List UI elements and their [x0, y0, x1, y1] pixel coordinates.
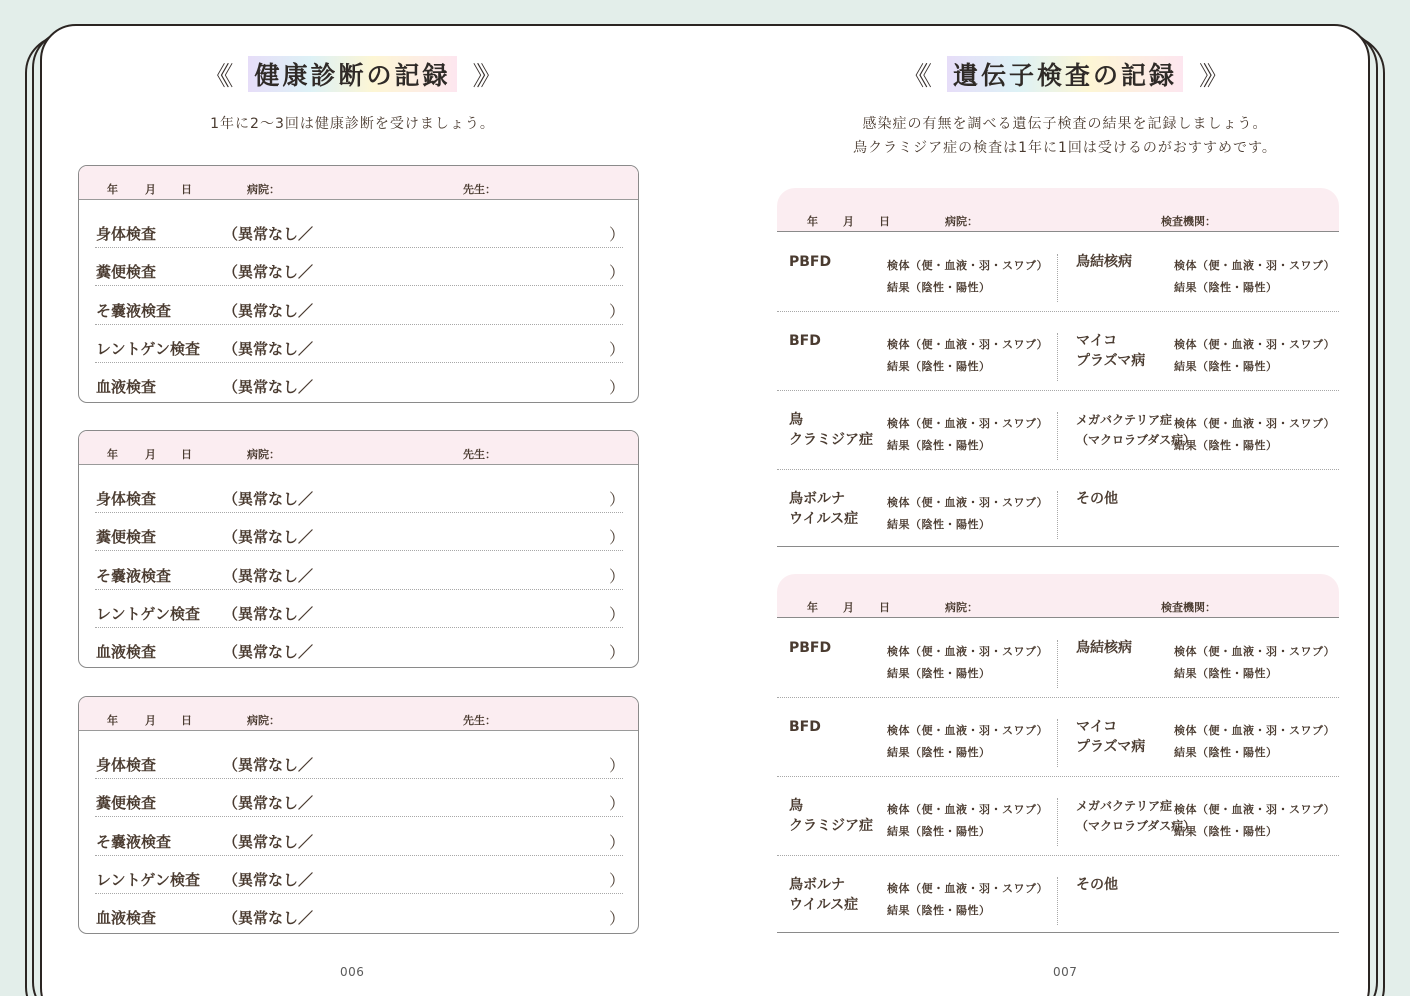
- result-options[interactable]: 結果（陰性・陽性）: [887, 360, 991, 373]
- specimen-options[interactable]: 検体（便・血液・羽・スワブ）: [1174, 338, 1336, 351]
- exam-row: [95, 287, 623, 325]
- closing-paren: ）: [608, 301, 625, 321]
- row-divider: [777, 390, 1339, 391]
- test-cell: [1064, 778, 1345, 857]
- exam-result-field[interactable]: （異常なし／: [223, 263, 314, 282]
- exam-name: 身体検査: [96, 756, 157, 774]
- column-divider: [1057, 491, 1058, 539]
- test-name: [789, 331, 821, 351]
- exam-row: [95, 894, 623, 932]
- specimen-options[interactable]: 検体（便・血液・羽・スワブ）: [1174, 259, 1336, 272]
- test-name-line2: プラズマ病: [1076, 739, 1146, 755]
- test-name: [789, 638, 831, 658]
- year-label: 年: [107, 448, 118, 461]
- test-cell: [777, 392, 1058, 471]
- result-options[interactable]: 結果（陰性・陽性）: [887, 281, 991, 294]
- test-cell: [777, 778, 1058, 857]
- left-title-row: [0, 54, 705, 94]
- day-label: 日: [181, 448, 192, 461]
- specimen-options[interactable]: 検体（便・血液・羽・スワブ）: [887, 803, 1049, 816]
- test-name-line2: （マクロラブダス症）: [1076, 433, 1196, 447]
- card-header: [79, 166, 638, 200]
- exam-result-field[interactable]: （異常なし／: [223, 339, 314, 358]
- exam-name: レントゲン検査: [96, 870, 201, 889]
- test-name-line1: 鳥ボルナ: [789, 491, 845, 507]
- test-cell: [1064, 234, 1345, 313]
- health-record-card: [78, 430, 639, 668]
- row-divider: [777, 697, 1339, 698]
- specimen-options[interactable]: 検体（便・血液・羽・スワブ）: [887, 882, 1049, 895]
- test-name-line1: BFD: [789, 333, 821, 349]
- exam-result-field[interactable]: （異常なし／: [223, 225, 314, 243]
- row-divider: [777, 855, 1339, 856]
- exam-row: [95, 741, 623, 779]
- test-cell: [1064, 620, 1345, 699]
- test-name-line1: BFD: [789, 719, 821, 735]
- test-name-line1: その他: [1076, 877, 1118, 893]
- chevron-right-icon: 》》: [472, 61, 494, 92]
- exam-row: [95, 513, 623, 551]
- closing-paren: ）: [608, 339, 625, 359]
- page-title: 遺伝子検査の記録: [947, 56, 1183, 92]
- subtitle-line-2: 鳥クラミジア症の検査は1年に1回は受けるのがおすすめです。: [853, 140, 1277, 156]
- result-options[interactable]: 結果（陰性・陽性）: [887, 518, 991, 531]
- test-name: [1076, 252, 1132, 272]
- test-name: [789, 875, 858, 915]
- test-name: [1076, 875, 1118, 895]
- test-name-line2: （マクロラブダス症）: [1076, 819, 1196, 833]
- hospital-label: 病院：: [945, 601, 978, 614]
- test-name-line2: クラミジア症: [789, 432, 873, 448]
- card-header: [777, 574, 1339, 618]
- result-options[interactable]: 結果（陰性・陽性）: [1174, 439, 1278, 452]
- exam-result-field[interactable]: （異常なし／: [223, 870, 314, 889]
- result-options[interactable]: 結果（陰性・陽性）: [887, 825, 991, 838]
- closing-paren: ）: [608, 566, 625, 586]
- row-divider: [777, 311, 1339, 312]
- specimen-options[interactable]: 検体（便・血液・羽・スワブ）: [887, 259, 1049, 272]
- exam-name: 糞便検査: [96, 794, 157, 813]
- month-label: 月: [145, 448, 156, 461]
- test-cell: [777, 699, 1058, 778]
- column-divider: [1057, 254, 1058, 302]
- specimen-options[interactable]: 検体（便・血液・羽・スワブ）: [1174, 724, 1336, 737]
- closing-paren: ）: [608, 225, 625, 244]
- result-options[interactable]: 結果（陰性・陽性）: [1174, 667, 1278, 680]
- chevron-right-icon: 》》: [1199, 61, 1221, 92]
- year-label: 年: [807, 215, 818, 228]
- test-name-line2: ウイルス症: [789, 897, 859, 913]
- test-name-line1: その他: [1076, 491, 1118, 507]
- column-divider: [1057, 412, 1058, 460]
- card-bottom-rule: [777, 546, 1339, 547]
- column-divider: [1057, 333, 1058, 381]
- year-label: 年: [107, 183, 118, 196]
- test-name-line1: 鳥: [789, 412, 803, 428]
- test-name-line1: 鳥: [789, 798, 803, 814]
- exam-result-field[interactable]: （異常なし／: [223, 909, 314, 928]
- year-label: 年: [107, 714, 118, 727]
- exam-result-field[interactable]: （異常なし／: [223, 604, 314, 623]
- test-name-line1: マイコ: [1076, 333, 1118, 349]
- result-options[interactable]: 結果（陰性・陽性）: [887, 667, 991, 680]
- result-options[interactable]: 結果（陰性・陽性）: [887, 439, 991, 452]
- closing-paren: ）: [608, 643, 625, 663]
- test-name-line1: PBFD: [789, 640, 832, 656]
- exam-result-field[interactable]: （異常なし／: [223, 566, 314, 585]
- day-label: 日: [879, 215, 890, 228]
- doctor-label: 先生：: [463, 183, 496, 196]
- result-options[interactable]: 結果（陰性・陽性）: [1174, 281, 1278, 294]
- page-subtitle: 1年に2〜3回は健康診断を受けましょう。: [210, 116, 495, 132]
- test-name: [789, 796, 873, 836]
- test-cell: [777, 234, 1058, 313]
- health-record-card: [78, 165, 639, 403]
- closing-paren: ）: [608, 528, 625, 548]
- exam-row: [95, 210, 623, 248]
- test-name-line1: 鳥結核病: [1076, 640, 1132, 656]
- month-label: 月: [843, 601, 854, 614]
- exam-result-field[interactable]: （異常なし／: [223, 528, 314, 547]
- exam-row: [95, 818, 623, 856]
- health-record-card: [78, 696, 639, 934]
- test-name: [789, 489, 858, 529]
- card-header: [79, 431, 638, 465]
- test-name: [789, 717, 821, 737]
- result-options[interactable]: 結果（陰性・陽性）: [887, 746, 991, 759]
- test-cell: [1064, 392, 1345, 471]
- closing-paren: ）: [608, 263, 625, 283]
- test-name-line1: メガバクテリア症: [1076, 413, 1173, 427]
- test-name: [789, 252, 831, 272]
- hospital-label: 病院：: [247, 448, 280, 461]
- column-divider: [1057, 719, 1058, 767]
- test-cell: [777, 620, 1058, 699]
- test-name-line2: クラミジア症: [789, 818, 873, 834]
- exam-name: 糞便検査: [96, 263, 157, 282]
- test-cell: [777, 313, 1058, 392]
- result-options[interactable]: 結果（陰性・陽性）: [1174, 746, 1278, 759]
- test-name-line1: 鳥結核病: [1076, 254, 1132, 270]
- closing-paren: ）: [608, 378, 625, 398]
- exam-result-field[interactable]: （異常なし／: [223, 832, 314, 851]
- right-title-row: [705, 54, 1410, 94]
- specimen-options[interactable]: 検体（便・血液・羽・スワブ）: [887, 645, 1049, 658]
- card-header: [79, 697, 638, 731]
- closing-paren: ）: [608, 604, 625, 624]
- year-label: 年: [807, 601, 818, 614]
- test-cell: [777, 471, 1058, 550]
- column-divider: [1057, 640, 1058, 688]
- page-number: 006: [340, 965, 365, 979]
- exam-name: レントゲン検査: [96, 604, 201, 623]
- doctor-label: 先生：: [463, 714, 496, 727]
- test-cell: [1064, 699, 1345, 778]
- exam-result-field[interactable]: （異常なし／: [223, 794, 314, 813]
- page-title: 健康診断の記録: [248, 56, 456, 92]
- card-header: [777, 188, 1339, 232]
- exam-name: 身体検査: [96, 225, 157, 243]
- specimen-options[interactable]: 検体（便・血液・羽・スワブ）: [1174, 803, 1336, 816]
- column-divider: [1057, 798, 1058, 846]
- exam-name: 身体検査: [96, 490, 157, 508]
- specimen-options[interactable]: 検体（便・血液・羽・スワブ）: [887, 724, 1049, 737]
- chevron-left-icon: 《《: [203, 61, 225, 92]
- test-name-line1: 鳥ボルナ: [789, 877, 845, 893]
- agency-label: 検査機関：: [1161, 601, 1216, 614]
- result-options[interactable]: 結果（陰性・陽性）: [1174, 825, 1278, 838]
- closing-paren: ）: [608, 870, 625, 890]
- specimen-options[interactable]: 検体（便・血液・羽・スワブ）: [1174, 417, 1336, 430]
- test-name: [1076, 638, 1132, 658]
- test-cell: [1064, 857, 1345, 936]
- closing-paren: ）: [608, 490, 625, 509]
- exam-result-field[interactable]: （異常なし／: [223, 490, 314, 508]
- test-name-line1: メガバクテリア症: [1076, 799, 1173, 813]
- exam-result-field[interactable]: （異常なし／: [223, 643, 314, 662]
- doctor-label: 先生：: [463, 448, 496, 461]
- hospital-label: 病院：: [945, 215, 978, 228]
- test-cell: [1064, 471, 1345, 550]
- chevron-left-icon: 《《: [901, 61, 923, 92]
- subtitle-line-1: 感染症の有無を調べる遺伝子検査の結果を記録しましょう。: [862, 116, 1268, 132]
- closing-paren: ）: [608, 794, 625, 814]
- exam-name: そ嚢液検査: [96, 832, 172, 851]
- month-label: 月: [145, 714, 156, 727]
- closing-paren: ）: [608, 909, 625, 929]
- test-name: [1076, 717, 1145, 757]
- exam-row: [95, 475, 623, 513]
- test-name: [1076, 331, 1145, 371]
- hospital-label: 病院：: [247, 714, 280, 727]
- page-subtitle: [705, 112, 1410, 160]
- test-name-line2: ウイルス症: [789, 511, 859, 527]
- month-label: 月: [843, 215, 854, 228]
- day-label: 日: [181, 714, 192, 727]
- exam-row: [95, 590, 623, 628]
- column-divider: [1057, 877, 1058, 925]
- exam-row: [95, 552, 623, 590]
- exam-name: 血液検査: [96, 643, 157, 662]
- test-name-line2: プラズマ病: [1076, 353, 1146, 369]
- day-label: 日: [879, 601, 890, 614]
- gene-test-card: [777, 188, 1339, 548]
- row-divider: [777, 776, 1339, 777]
- test-cell: [1064, 313, 1345, 392]
- month-label: 月: [145, 183, 156, 196]
- test-name-line1: マイコ: [1076, 719, 1118, 735]
- exam-row: [95, 779, 623, 817]
- exam-result-field[interactable]: （異常なし／: [223, 301, 314, 320]
- closing-paren: ）: [608, 832, 625, 852]
- exam-result-field[interactable]: （異常なし／: [223, 378, 314, 397]
- result-options[interactable]: 結果（陰性・陽性）: [1174, 360, 1278, 373]
- specimen-options[interactable]: 検体（便・血液・羽・スワブ）: [887, 496, 1049, 509]
- closing-paren: ）: [608, 756, 625, 775]
- specimen-options[interactable]: 検体（便・血液・羽・スワブ）: [887, 417, 1049, 430]
- day-label: 日: [181, 183, 192, 196]
- exam-row: [95, 248, 623, 286]
- specimen-options[interactable]: 検体（便・血液・羽・スワブ）: [887, 338, 1049, 351]
- card-bottom-rule: [777, 932, 1339, 933]
- exam-row: [95, 856, 623, 894]
- exam-row: [95, 628, 623, 666]
- page-number: 007: [1053, 965, 1078, 979]
- test-name-line1: PBFD: [789, 254, 832, 270]
- specimen-options[interactable]: 検体（便・血液・羽・スワブ）: [1174, 645, 1336, 658]
- result-options[interactable]: 結果（陰性・陽性）: [887, 904, 991, 917]
- row-divider: [777, 469, 1339, 470]
- exam-name: そ嚢液検査: [96, 301, 172, 320]
- agency-label: 検査機関：: [1161, 215, 1216, 228]
- test-cell: [777, 857, 1058, 936]
- exam-row: [95, 325, 623, 363]
- test-name: [789, 410, 873, 450]
- hospital-label: 病院：: [247, 183, 280, 196]
- exam-name: レントゲン検査: [96, 339, 201, 358]
- exam-result-field[interactable]: （異常なし／: [223, 756, 314, 774]
- gene-test-card: [777, 574, 1339, 934]
- test-name: [1076, 489, 1118, 509]
- exam-name: そ嚢液検査: [96, 566, 172, 585]
- exam-name: 血液検査: [96, 378, 157, 397]
- exam-name: 血液検査: [96, 909, 157, 928]
- exam-name: 糞便検査: [96, 528, 157, 547]
- exam-row: [95, 363, 623, 401]
